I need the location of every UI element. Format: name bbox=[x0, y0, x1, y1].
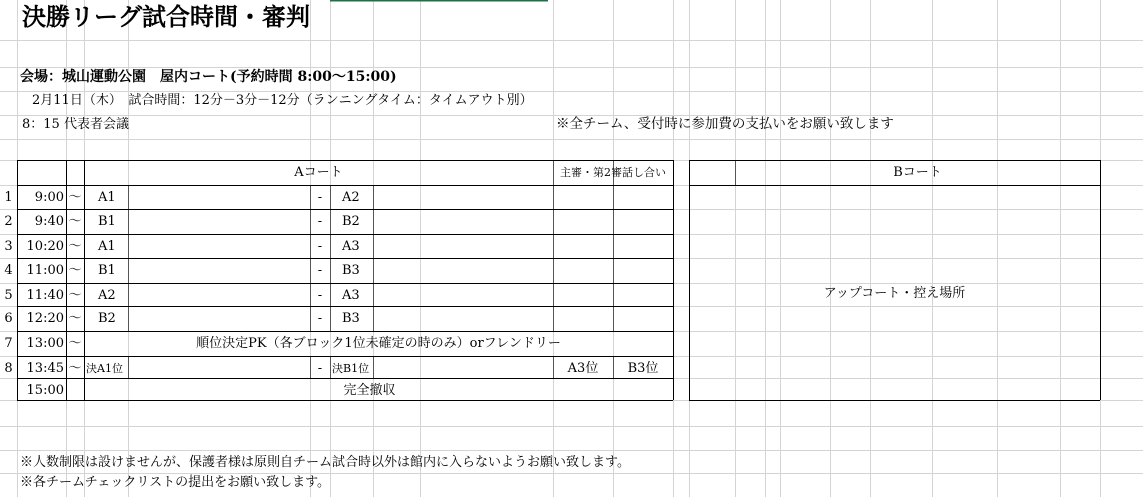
home-team: B1 bbox=[98, 263, 116, 278]
row-number: 3 bbox=[4, 239, 13, 254]
court-b-header: Bコート bbox=[893, 165, 942, 180]
match-time: 9:00 bbox=[34, 190, 64, 205]
tilde: ～ bbox=[68, 311, 82, 326]
clearance-row: 完全撤収 bbox=[343, 383, 396, 398]
match-time: 10:20 bbox=[26, 239, 64, 254]
date-line: 2月11日（木） 試合時間：12分－3分－12分（ランニングタイム：タイムアウト別） bbox=[32, 93, 533, 108]
vs-dash: - bbox=[317, 190, 323, 205]
note-checklist: ※各チームチェックリストの提出をお願い致します。 bbox=[20, 475, 331, 490]
referee-1: A3位 bbox=[567, 361, 599, 376]
home-team: B2 bbox=[98, 311, 116, 326]
vs-dash: - bbox=[317, 214, 323, 229]
tilde: ～ bbox=[68, 214, 82, 229]
court-a-header: Aコート bbox=[294, 165, 343, 180]
meeting-line: 8：15 代表者会議 bbox=[22, 117, 129, 132]
tilde: ～ bbox=[68, 190, 82, 205]
vs-dash: - bbox=[317, 263, 323, 278]
away-team: B3 bbox=[342, 263, 360, 278]
home-team: A1 bbox=[98, 190, 116, 205]
row-number: 4 bbox=[4, 263, 13, 278]
row-number: 5 bbox=[4, 288, 13, 303]
pk-friendly-row: 順位決定PK（各ブロック1位未確定の時のみ）orフレンドリー bbox=[196, 336, 561, 351]
note-visitors: ※人数制限は設けませんが、保護者様は原則自チーム試合時以外は館内に入らないようお願い致します。 bbox=[20, 455, 630, 470]
row-number: 2 bbox=[4, 214, 13, 229]
referee-2: B3位 bbox=[627, 361, 659, 376]
home-team: B1 bbox=[98, 214, 116, 229]
vs-dash: - bbox=[317, 239, 323, 254]
away-team: B3 bbox=[342, 311, 360, 326]
row-number: 6 bbox=[4, 311, 13, 326]
fee-notice: ※全チーム、受付時に参加費の支払いをお願い致します bbox=[556, 116, 894, 132]
tilde: ～ bbox=[68, 336, 82, 351]
page-title: 決勝リーグ試合時間・審判 bbox=[22, 2, 310, 31]
match-time: 11:00 bbox=[26, 263, 64, 278]
home-team: A1 bbox=[98, 239, 116, 254]
away-team: B2 bbox=[342, 214, 360, 229]
match-time: 11:40 bbox=[26, 288, 64, 303]
end-time: 15:00 bbox=[26, 383, 64, 398]
tilde: ～ bbox=[68, 263, 82, 278]
row-number: 8 bbox=[4, 361, 13, 376]
away-team: A2 bbox=[342, 190, 360, 205]
tilde: ～ bbox=[68, 361, 82, 376]
away-team: 決B1位 bbox=[332, 362, 370, 375]
tilde: ～ bbox=[68, 239, 82, 254]
vs-dash: - bbox=[317, 361, 323, 376]
home-team: A2 bbox=[98, 288, 116, 303]
referee-header: 主審・第2審話し合い bbox=[560, 166, 666, 179]
tilde: ～ bbox=[68, 288, 82, 303]
home-team: 決A1位 bbox=[86, 362, 123, 375]
vs-dash: - bbox=[317, 311, 323, 326]
row-number: 1 bbox=[4, 190, 13, 205]
court-b-body: アップコート・控え場所 bbox=[823, 286, 966, 301]
venue-line: 会場：城山運動公園 屋内コート(予約時間 8:00～15:00) bbox=[20, 69, 397, 85]
away-team: A3 bbox=[342, 288, 360, 303]
match-time: 12:20 bbox=[26, 311, 64, 326]
vs-dash: - bbox=[317, 288, 323, 303]
match-time: 13:00 bbox=[26, 336, 64, 351]
match-time: 13:45 bbox=[26, 361, 64, 376]
match-time: 9:40 bbox=[34, 214, 64, 229]
row-number: 7 bbox=[4, 336, 13, 351]
away-team: A3 bbox=[342, 239, 360, 254]
